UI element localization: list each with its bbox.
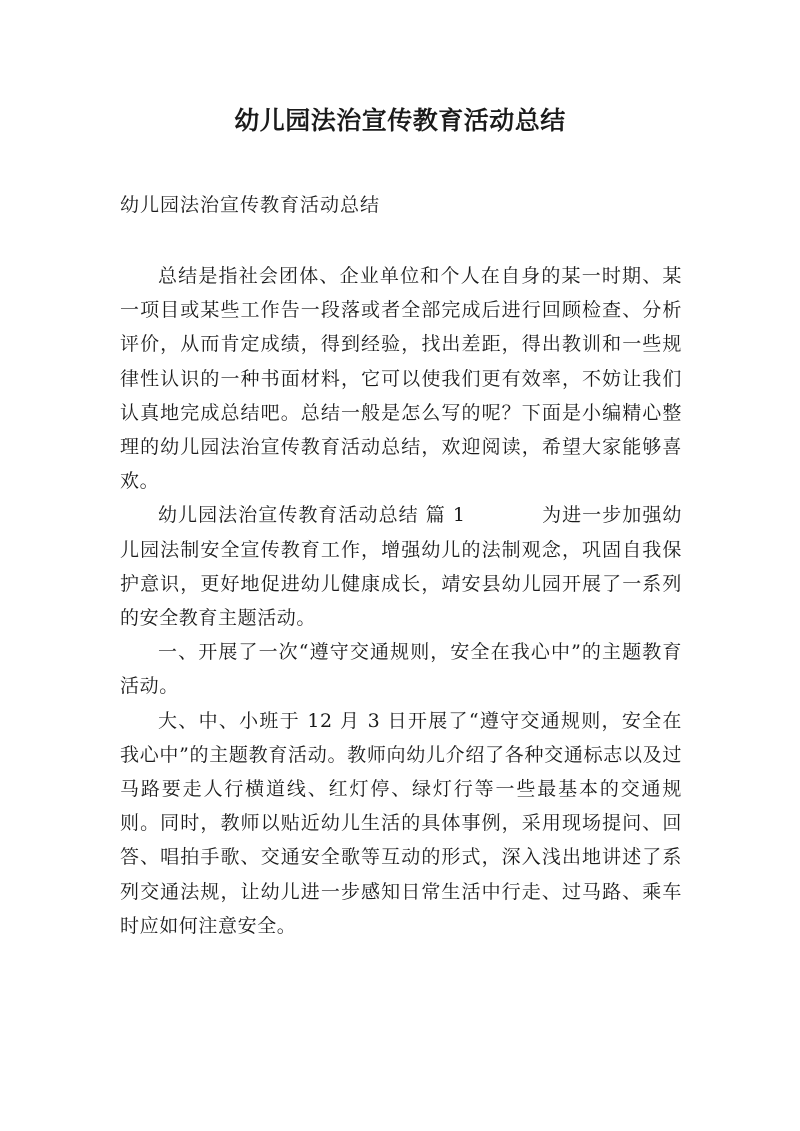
document-subtitle: 幼儿园法治宣传教育活动总结 <box>120 194 381 216</box>
intro-paragraph: 总结是指社会团体、企业单位和个人在自身的某一时期、某一项目或某些工作告一段落或者全部完成后进行回顾检查、分析评价，从而肯定成绩，得到经验，找出差距，得出教训和一些规律性认识的一种书面材料，它可以使我们更有效率，不妨让我们认真地完成总结吧。总结一般是怎么写的呢？下面是小编精心整理的幼儿园法治宣传教育活动总结，欢迎阅读，希望大家能够喜欢。 <box>120 265 682 493</box>
section-paragraph <box>120 498 682 635</box>
item-detail-paragraph: 大、中、小班于 12 月 3 日开展了“遵守交通规则，安全在我心中”的主题教育活动。教师向幼儿介绍了各种交通标志以及过马路要走人行横道线、红灯停、绿灯行等一些最基本的交通规则。同时，教师以贴近幼儿生活的具体事例，采用现场提问、回答、唱拍手歌、交通安全歌等互动的形式，深入浅出地讲述了系列交通法规，让幼儿进一步感知日常生活中行走、过马路、乘车时应如何注意安全。 <box>120 709 682 937</box>
document-title: 幼儿园法治宣传教育活动总结 <box>234 106 566 135</box>
section-text: 为进一步加强幼儿园法制安全宣传教育工作，增强幼儿的法制观念，巩固自我保护意识，更好地促进幼儿健康成长，靖安县幼儿园开展了一系列的安全教育主题活动。 <box>120 504 682 630</box>
item-heading-paragraph: 一、开展了一次“遵守交通规则，安全在我心中”的主题教育活动。 <box>120 641 682 698</box>
document-body <box>120 259 682 943</box>
section-heading: 幼儿园法治宣传教育活动总结 篇 1 <box>158 504 466 527</box>
